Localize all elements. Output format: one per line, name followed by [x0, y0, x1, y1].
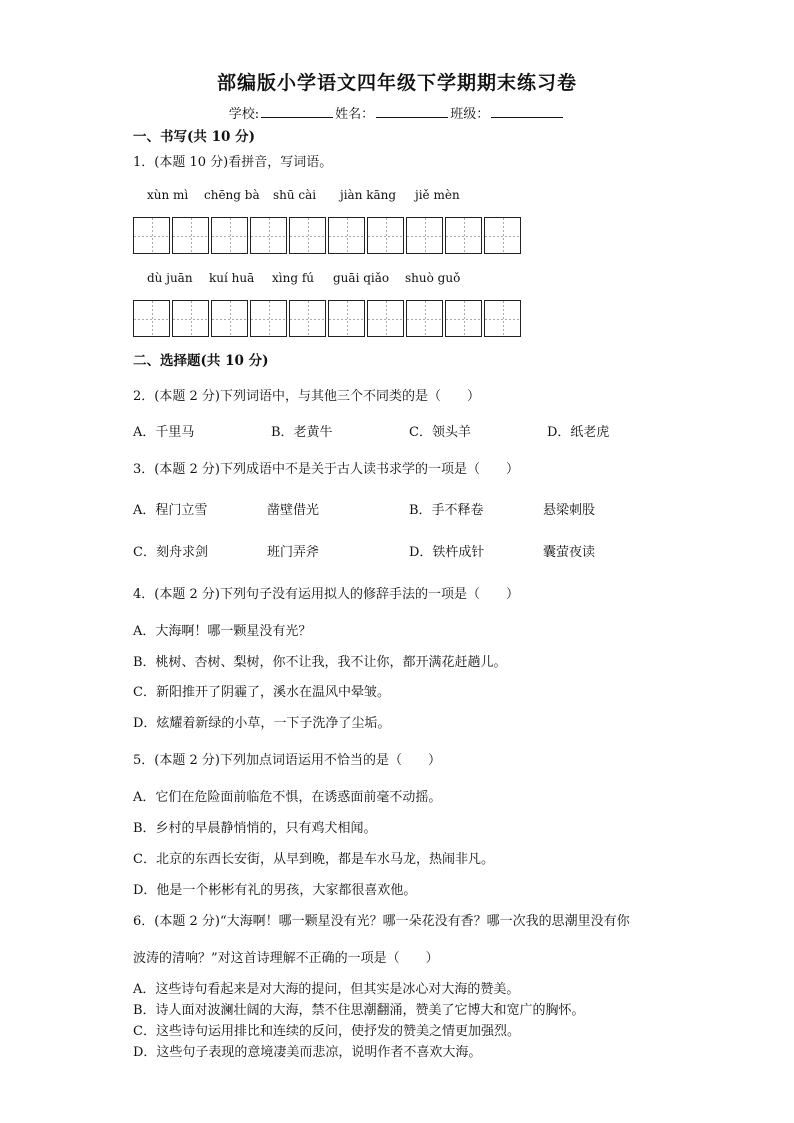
writing-cell[interactable]	[328, 217, 365, 254]
question-6-stem-line-1: 6．(本题 2 分)“大海啊！哪一颗星没有光？哪一朵花没有香？哪一次我的思潮里没有你	[133, 914, 630, 929]
writing-cell[interactable]	[289, 300, 326, 337]
writing-grid-row-2	[133, 300, 523, 337]
q5-option-d[interactable]: D．他是一个彬彬有礼的男孩，大家都很喜欢他。	[133, 883, 417, 898]
pinyin-8: xìng fú	[272, 271, 314, 285]
q2-option-c[interactable]: C．领头羊	[409, 425, 471, 440]
writing-cell[interactable]	[406, 217, 443, 254]
school-label: 学校:	[228, 107, 260, 122]
writing-cell[interactable]	[484, 300, 521, 337]
q6-option-a[interactable]: A．这些诗句看起来是对大海的提问，但其实是冰心对大海的赞美。	[133, 982, 520, 997]
question-1-stem: 1．(本题 10 分)看拼音，写词语。	[133, 155, 333, 170]
writing-cell[interactable]	[445, 217, 482, 254]
writing-cell[interactable]	[367, 300, 404, 337]
page-title: 部编版小学语文四年级下学期期末练习卷	[216, 72, 577, 94]
q3-option-b-second: 悬梁刺股	[543, 503, 596, 518]
pinyin-5: jiě mèn	[415, 188, 460, 202]
q5-option-c[interactable]: C．北京的东西长安街，从早到晚，都是车水马龙，热闹非凡。	[133, 852, 494, 867]
writing-cell[interactable]	[445, 300, 482, 337]
q4-option-c[interactable]: C．新阳推开了阴霾了，溪水在温风中晕皱。	[133, 685, 390, 700]
writing-cell[interactable]	[484, 217, 521, 254]
q5-option-a[interactable]: A．它们在危险面前临危不惧，在诱惑面前毫不动摇。	[133, 790, 442, 805]
q3-option-c[interactable]: C．刻舟求剑	[133, 545, 208, 560]
writing-cell[interactable]	[328, 300, 365, 337]
writing-cell[interactable]	[406, 300, 443, 337]
question-5-stem: 5．(本题 2 分)下列加点词语运用不恰当的是（ ）	[133, 753, 441, 768]
writing-cell[interactable]	[211, 217, 248, 254]
writing-cell[interactable]	[250, 300, 287, 337]
q6-option-d[interactable]: D．这些句子表现的意境凄美而悲凉，说明作者不喜欢大海。	[133, 1045, 482, 1060]
class-label: 班级：	[450, 107, 490, 122]
q5-option-b[interactable]: B．乡村的早晨静悄悄的，只有鸡犬相闻。	[133, 821, 377, 836]
question-6-stem-line-2: 波涛的清响？”对这首诗理解不正确的一项是（ ）	[133, 951, 439, 966]
pinyin-2: chēng bà	[204, 188, 260, 202]
pinyin-6: dù juān	[147, 271, 193, 285]
student-info-line	[0, 103, 794, 122]
pinyin-4: jiàn kāng	[340, 188, 397, 202]
writing-cell[interactable]	[172, 300, 209, 337]
section-1-heading: 一、书写(共 10 分)	[133, 129, 255, 145]
writing-cell[interactable]	[133, 300, 170, 337]
q2-option-a[interactable]: A．千里马	[133, 425, 195, 440]
school-blank[interactable]	[261, 105, 333, 118]
q4-option-a[interactable]: A．大海啊！哪一颗星没有光？	[133, 624, 312, 639]
writing-cell[interactable]	[211, 300, 248, 337]
q2-option-b[interactable]: B．老黄牛	[271, 425, 333, 440]
question-2-stem: 2．(本题 2 分)下列词语中，与其他三个不同类的是（ ）	[133, 389, 480, 404]
writing-cell[interactable]	[289, 217, 326, 254]
pinyin-7: kuí huā	[209, 271, 255, 285]
q3-option-b[interactable]: B．手不释卷	[409, 503, 484, 518]
q3-option-d[interactable]: D．铁杵成针	[409, 545, 485, 560]
q3-option-c-second: 班门弄斧	[267, 545, 320, 560]
writing-cell[interactable]	[250, 217, 287, 254]
pinyin-3: shū cài	[273, 188, 317, 202]
name-blank[interactable]	[376, 105, 448, 118]
writing-grid-row-1	[133, 217, 523, 254]
q3-option-a[interactable]: A．程门立雪	[133, 503, 208, 518]
pinyin-9: guāi qiǎo	[333, 271, 390, 285]
question-4-stem: 4．(本题 2 分)下列句子没有运用拟人的修辞手法的一项是（ ）	[133, 587, 519, 602]
section-2-heading: 二、选择题(共 10 分)	[133, 353, 269, 369]
q6-option-b[interactable]: B．诗人面对波澜壮阔的大海，禁不住思潮翻涌，赞美了它博大和宽广的胸怀。	[133, 1003, 585, 1018]
q3-option-a-second: 凿壁借光	[267, 503, 320, 518]
q3-option-d-second: 囊萤夜读	[543, 545, 596, 560]
writing-cell[interactable]	[367, 217, 404, 254]
q6-option-c[interactable]: C．这些诗句运用排比和连续的反问，使抒发的赞美之情更加强烈。	[133, 1024, 520, 1039]
writing-cell[interactable]	[133, 217, 170, 254]
q2-option-d[interactable]: D．纸老虎	[547, 425, 610, 440]
pinyin-1: xùn mì	[147, 188, 189, 202]
writing-cell[interactable]	[172, 217, 209, 254]
q4-option-d[interactable]: D．炫耀着新绿的小草，一下子洗净了尘垢。	[133, 716, 391, 731]
pinyin-10: shuò guǒ	[405, 271, 461, 285]
q4-option-b[interactable]: B．桃树、杏树、梨树，你不让我，我不让你，都开满花赶趟儿。	[133, 655, 507, 670]
name-label: 姓名：	[335, 107, 375, 122]
question-3-stem: 3．(本题 2 分)下列成语中不是关于古人读书求学的一项是（ ）	[133, 462, 519, 477]
class-blank[interactable]	[491, 105, 563, 118]
